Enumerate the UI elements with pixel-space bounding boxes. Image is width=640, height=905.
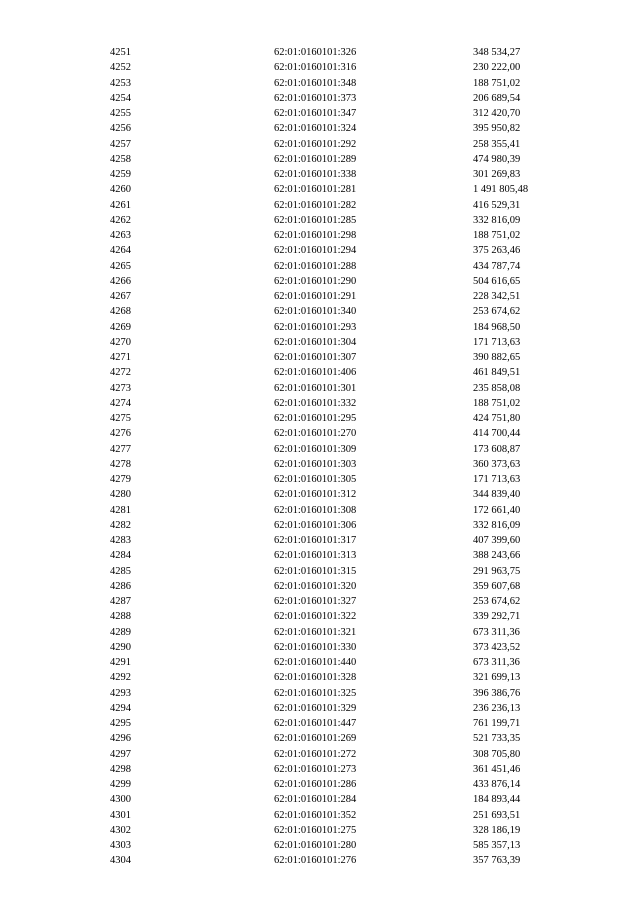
row-number: 4258: [110, 153, 131, 165]
row-number: 4299: [110, 779, 131, 790]
row-number: 4252: [110, 62, 131, 74]
row-number: 4274: [110, 397, 131, 409]
cadastral-value: 1 491 805,48: [473, 184, 529, 196]
cadastral-value: 173 608,87: [473, 443, 521, 455]
cadastral-number: 62:01:0160101:286: [274, 779, 357, 790]
cadastral-value: 188 751,02: [473, 230, 521, 241]
cadastral-number: 62:01:0160101:338: [274, 169, 357, 180]
cadastral-number: 62:01:0160101:332: [274, 397, 357, 409]
cadastral-number: 62:01:0160101:326: [274, 47, 357, 58]
cadastral-value: 359 607,68: [473, 580, 521, 592]
cadastral-number: 62:01:0160101:272: [274, 748, 357, 760]
table-row: [0, 396, 640, 411]
row-number: 4304: [110, 855, 131, 867]
cadastral-number: 62:01:0160101:322: [274, 611, 357, 623]
cadastral-number: 62:01:0160101:309: [274, 443, 357, 455]
table-row: [0, 167, 640, 182]
table-row: [0, 625, 640, 640]
row-number: 4263: [110, 230, 131, 241]
cadastral-value: 230 222,00: [473, 62, 521, 74]
cadastral-number: 62:01:0160101:305: [274, 474, 357, 485]
row-number: 4298: [110, 763, 131, 775]
cadastral-value: 184 893,44: [473, 794, 521, 806]
cadastral-number: 62:01:0160101:315: [274, 565, 357, 577]
table-row: [0, 60, 640, 75]
row-number: 4262: [110, 214, 131, 226]
cadastral-number: 62:01:0160101:308: [274, 504, 357, 516]
cadastral-value: 328 186,19: [473, 824, 521, 836]
table-row: [0, 365, 640, 380]
cadastral-value: 761 199,71: [473, 718, 521, 729]
table-row: [0, 640, 640, 655]
row-number: 4300: [110, 794, 131, 806]
table-row: [0, 731, 640, 746]
table-row: [0, 579, 640, 594]
cadastral-value: 301 269,83: [473, 169, 521, 180]
cadastral-number: 62:01:0160101:447: [274, 718, 357, 729]
cadastral-number: 62:01:0160101:321: [274, 626, 357, 638]
cadastral-number: 62:01:0160101:280: [274, 840, 357, 851]
table-row: [0, 335, 640, 350]
cadastral-number: 62:01:0160101:273: [274, 763, 357, 775]
cadastral-value: 388 243,66: [473, 550, 521, 562]
cadastral-value: 188 751,02: [473, 397, 521, 409]
table-row: [0, 198, 640, 213]
cadastral-value: 184 968,50: [473, 321, 521, 333]
row-number: 4253: [110, 77, 131, 89]
table-row: [0, 106, 640, 121]
cadastral-value: 424 751,80: [473, 413, 521, 424]
cadastral-number: 62:01:0160101:324: [274, 123, 357, 135]
cadastral-value: 521 733,35: [473, 733, 521, 745]
row-number: 4283: [110, 535, 131, 546]
table-row: [0, 655, 640, 670]
cadastral-number: 62:01:0160101:284: [274, 794, 357, 806]
row-number: 4276: [110, 428, 131, 440]
row-number: 4278: [110, 458, 131, 470]
cadastral-number: 62:01:0160101:373: [274, 92, 357, 104]
cadastral-value: 474 980,39: [473, 153, 521, 165]
row-number: 4277: [110, 443, 131, 455]
table-row: [0, 548, 640, 563]
row-number: 4254: [110, 92, 131, 104]
table-row: [0, 426, 640, 441]
cadastral-number: 62:01:0160101:325: [274, 687, 357, 699]
cadastral-value: 673 311,36: [473, 626, 520, 638]
cadastral-number: 62:01:0160101:303: [274, 458, 357, 470]
cadastral-number: 62:01:0160101:282: [274, 199, 357, 211]
row-number: 4292: [110, 672, 131, 684]
cadastral-number: 62:01:0160101:329: [274, 702, 357, 714]
row-number: 4273: [110, 382, 131, 394]
cadastral-value: 344 839,40: [473, 489, 521, 501]
row-number: 4266: [110, 275, 131, 287]
table-row: [0, 182, 640, 197]
row-number: 4265: [110, 260, 131, 272]
row-number: 4297: [110, 748, 131, 760]
cadastral-value: 228 342,51: [473, 291, 521, 302]
cadastral-number: 62:01:0160101:320: [274, 580, 357, 592]
table-row: [0, 487, 640, 502]
row-number: 4294: [110, 702, 131, 714]
cadastral-number: 62:01:0160101:313: [274, 550, 357, 562]
cadastral-number: 62:01:0160101:275: [274, 824, 357, 836]
table-row: [0, 518, 640, 533]
table-row: [0, 228, 640, 243]
table-row: [0, 838, 640, 853]
row-number: 4303: [110, 840, 131, 851]
cadastral-number: 62:01:0160101:288: [274, 260, 357, 272]
cadastral-number: 62:01:0160101:293: [274, 321, 357, 333]
cadastral-value: 673 311,36: [473, 657, 520, 668]
table-row: [0, 411, 640, 426]
row-number: 4255: [110, 108, 131, 119]
table-row: [0, 320, 640, 335]
table-row: [0, 45, 640, 60]
cadastral-value: 395 950,82: [473, 123, 521, 135]
row-number: 4289: [110, 626, 131, 638]
table-row: [0, 304, 640, 319]
cadastral-value: 361 451,46: [473, 763, 521, 775]
cadastral-number: 62:01:0160101:294: [274, 245, 357, 257]
cadastral-value: 585 357,13: [473, 840, 521, 851]
cadastral-value: 433 876,14: [473, 779, 521, 790]
row-number: 4270: [110, 336, 131, 348]
table-row: [0, 564, 640, 579]
table-row: [0, 213, 640, 228]
table-row: [0, 121, 640, 136]
table-row: [0, 609, 640, 624]
row-number: 4288: [110, 611, 131, 623]
cadastral-value: 357 763,39: [473, 855, 521, 867]
row-number: 4286: [110, 580, 131, 592]
cadastral-number: 62:01:0160101:440: [274, 657, 357, 668]
cadastral-value: 504 616,65: [473, 275, 521, 287]
row-number: 4251: [110, 47, 131, 58]
cadastral-number: 62:01:0160101:281: [274, 184, 357, 196]
cadastral-value: 434 787,74: [473, 260, 521, 272]
row-number: 4256: [110, 123, 131, 135]
cadastral-value-table: [0, 45, 640, 869]
row-number: 4291: [110, 657, 131, 668]
cadastral-number: 62:01:0160101:295: [274, 413, 357, 424]
row-number: 4301: [110, 809, 131, 821]
table-row: [0, 289, 640, 304]
cadastral-number: 62:01:0160101:328: [274, 672, 357, 684]
cadastral-value: 235 858,08: [473, 382, 521, 394]
cadastral-value: 360 373,63: [473, 458, 521, 470]
cadastral-number: 62:01:0160101:317: [274, 535, 357, 546]
row-number: 4260: [110, 184, 131, 196]
cadastral-value: 172 661,40: [473, 504, 521, 516]
cadastral-value: 339 292,71: [473, 611, 521, 623]
cadastral-number: 62:01:0160101:348: [274, 77, 357, 89]
cadastral-value: 258 355,41: [473, 138, 521, 150]
table-row: [0, 503, 640, 518]
table-row: [0, 243, 640, 258]
table-row: [0, 808, 640, 823]
table-row: [0, 457, 640, 472]
cadastral-number: 62:01:0160101:330: [274, 641, 357, 653]
cadastral-value: 396 386,76: [473, 687, 521, 699]
table-row: [0, 472, 640, 487]
table-row: [0, 152, 640, 167]
row-number: 4287: [110, 596, 131, 607]
cadastral-number: 62:01:0160101:270: [274, 428, 357, 440]
row-number: 4259: [110, 169, 131, 180]
table-row: [0, 381, 640, 396]
cadastral-number: 62:01:0160101:276: [274, 855, 357, 867]
row-number: 4275: [110, 413, 131, 424]
cadastral-value: 253 674,62: [473, 306, 521, 318]
table-row: [0, 792, 640, 807]
cadastral-number: 62:01:0160101:298: [274, 230, 357, 241]
cadastral-value: 321 699,13: [473, 672, 521, 684]
row-number: 4271: [110, 352, 131, 363]
row-number: 4272: [110, 367, 131, 379]
cadastral-value: 375 263,46: [473, 245, 521, 257]
table-row: [0, 76, 640, 91]
cadastral-number: 62:01:0160101:290: [274, 275, 357, 287]
row-number: 4280: [110, 489, 131, 501]
cadastral-value: 236 236,13: [473, 702, 521, 714]
table-row: [0, 259, 640, 274]
cadastral-value: 416 529,31: [473, 199, 521, 211]
cadastral-value: 171 713,63: [473, 474, 521, 485]
cadastral-value: 407 399,60: [473, 535, 521, 546]
cadastral-number: 62:01:0160101:406: [274, 367, 357, 379]
cadastral-number: 62:01:0160101:347: [274, 108, 357, 119]
cadastral-value: 291 963,75: [473, 565, 521, 577]
table-row: [0, 91, 640, 106]
table-row: [0, 701, 640, 716]
cadastral-value: 312 420,70: [473, 108, 521, 119]
row-number: 4302: [110, 824, 131, 836]
table-row: [0, 442, 640, 457]
row-number: 4279: [110, 474, 131, 485]
cadastral-number: 62:01:0160101:285: [274, 214, 357, 226]
row-number: 4281: [110, 504, 131, 516]
table-row: [0, 853, 640, 868]
table-row: [0, 594, 640, 609]
row-number: 4264: [110, 245, 131, 257]
row-number: 4293: [110, 687, 131, 699]
table-row: [0, 686, 640, 701]
cadastral-value: 348 534,27: [473, 47, 521, 58]
cadastral-value: 188 751,02: [473, 77, 521, 89]
table-row: [0, 137, 640, 152]
cadastral-number: 62:01:0160101:352: [274, 809, 357, 821]
table-row: [0, 533, 640, 548]
row-number: 4284: [110, 550, 131, 562]
table-row: [0, 274, 640, 289]
table-row: [0, 823, 640, 838]
cadastral-value: 461 849,51: [473, 367, 521, 379]
row-number: 4282: [110, 519, 131, 531]
cadastral-value: 171 713,63: [473, 336, 521, 348]
cadastral-value: 332 816,09: [473, 214, 521, 226]
row-number: 4295: [110, 718, 131, 729]
table-row: [0, 762, 640, 777]
cadastral-number: 62:01:0160101:304: [274, 336, 357, 348]
cadastral-number: 62:01:0160101:312: [274, 489, 357, 501]
table-row: [0, 716, 640, 731]
cadastral-value: 373 423,52: [473, 641, 521, 653]
table-row: [0, 350, 640, 365]
row-number: 4267: [110, 291, 131, 302]
cadastral-value: 332 816,09: [473, 519, 521, 531]
row-number: 4296: [110, 733, 131, 745]
cadastral-value: 251 693,51: [473, 809, 521, 821]
cadastral-value: 390 882,65: [473, 352, 521, 363]
table-row: [0, 747, 640, 762]
cadastral-value: 206 689,54: [473, 92, 521, 104]
cadastral-number: 62:01:0160101:316: [274, 62, 357, 74]
row-number: 4257: [110, 138, 131, 150]
cadastral-number: 62:01:0160101:291: [274, 291, 357, 302]
cadastral-value: 414 700,44: [473, 428, 521, 440]
row-number: 4269: [110, 321, 131, 333]
cadastral-value: 253 674,62: [473, 596, 521, 607]
cadastral-number: 62:01:0160101:307: [274, 352, 357, 363]
cadastral-number: 62:01:0160101:327: [274, 596, 357, 607]
table-row: [0, 670, 640, 685]
cadastral-number: 62:01:0160101:340: [274, 306, 357, 318]
row-number: 4285: [110, 565, 131, 577]
row-number: 4268: [110, 306, 131, 318]
cadastral-number: 62:01:0160101:301: [274, 382, 357, 394]
cadastral-number: 62:01:0160101:292: [274, 138, 357, 150]
row-number: 4261: [110, 199, 131, 211]
cadastral-number: 62:01:0160101:269: [274, 733, 357, 745]
row-number: 4290: [110, 641, 131, 653]
cadastral-number: 62:01:0160101:306: [274, 519, 357, 531]
table-row: [0, 777, 640, 792]
cadastral-value: 308 705,80: [473, 748, 521, 760]
cadastral-number: 62:01:0160101:289: [274, 153, 357, 165]
